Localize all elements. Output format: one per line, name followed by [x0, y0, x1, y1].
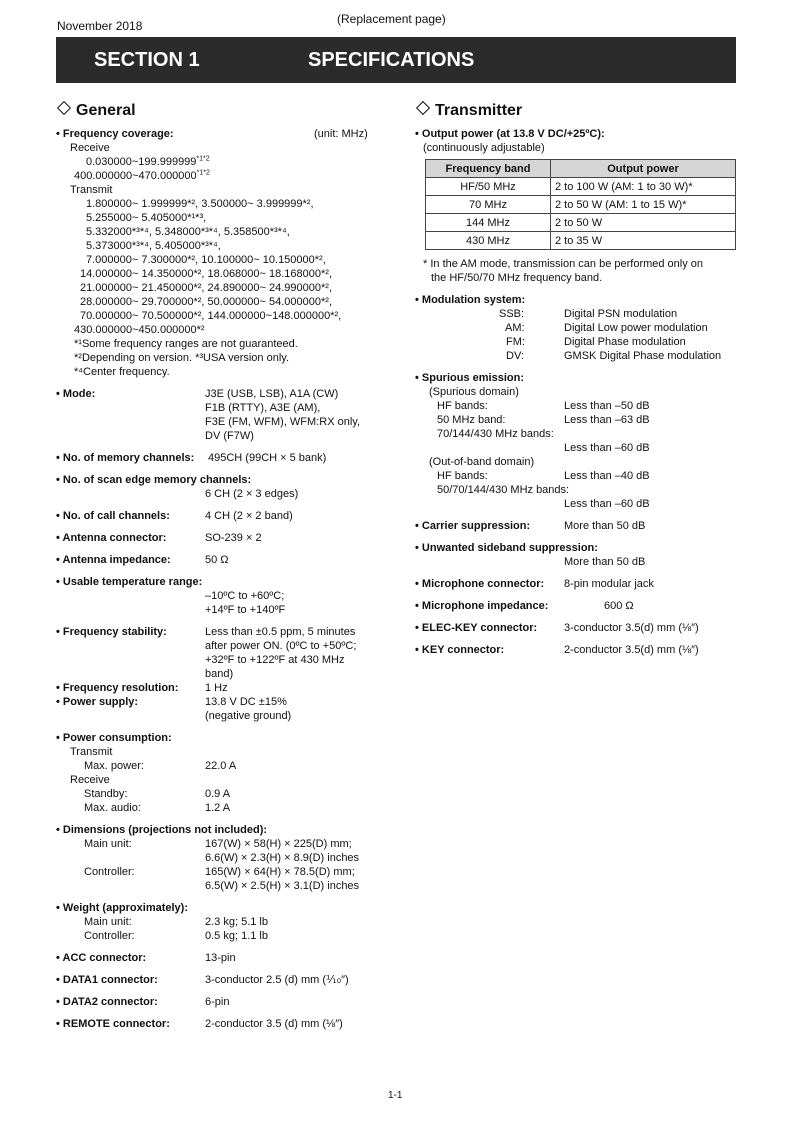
spec-value: Less than –40 dB: [564, 470, 650, 482]
spec-label: • Frequency resolution:: [56, 682, 179, 694]
spec-label: • Antenna connector:: [56, 532, 167, 544]
diamond-icon: [57, 101, 71, 115]
rx-range: $400.000000\sim 470.000000^{*1*2}$: [74, 169, 210, 182]
spec-value: Less than –60 dB: [564, 498, 650, 510]
tx-range: 28.000000~ 29.700000*², 50.000000~ 54.000000*²,: [80, 296, 333, 308]
spec-value: 8-pin modular jack: [564, 578, 654, 590]
spec-acc-connector: [56, 951, 386, 965]
spec-label: • DATA2 connector:: [56, 996, 158, 1008]
spec-modulation: [415, 293, 745, 363]
tx-range: 430.000000~450.000000*²: [74, 324, 205, 336]
spec-weight: [56, 901, 386, 943]
spec-memory-channels: [56, 451, 386, 465]
spec-label: • Unwanted sideband suppression:: [415, 542, 598, 554]
receive-label: Receive: [70, 774, 110, 786]
band-cell: HF/50 MHz: [426, 178, 551, 196]
spec-label: • Power supply:: [56, 696, 139, 708]
band-label: 50 MHz band:: [437, 414, 506, 426]
spec-value: Less than –60 dB: [564, 442, 650, 454]
general-column: [56, 101, 386, 1039]
spec-value: +32ºF to +122ºF at 430 MHz: [205, 654, 345, 666]
table-footnote: * In the AM mode, transmission can be performed only on: [423, 258, 704, 270]
spec-value: 13-pin: [205, 952, 236, 964]
spec-value: 6.6(W) × 2.3(H) × 8.9(D) inches: [205, 852, 360, 864]
spec-frequency-resolution: [56, 681, 386, 695]
spec-subtext: (continuously adjustable): [423, 142, 545, 154]
revision-date: November 2018: [57, 19, 143, 33]
spec-label: • Frequency coverage:: [56, 128, 174, 140]
spec-label: • No. of scan edge memory channels:: [56, 474, 252, 486]
spec-value: Digital Low power modulation: [564, 322, 708, 334]
spec-value: band): [205, 668, 234, 680]
tx-range: 70.000000~ 70.500000*², 144.000000~148.000000*²,: [80, 310, 342, 322]
section-number: SECTION 1: [94, 49, 200, 71]
table-row: [426, 196, 736, 214]
spec-value: –10ºC to +60ºC;: [205, 590, 285, 602]
spec-label: • Weight (approximately):: [56, 902, 188, 914]
mode-label: SSB:: [499, 308, 525, 320]
spec-label: • KEY connector:: [415, 644, 505, 656]
unit-note: (unit: MHz): [314, 128, 368, 140]
spec-value: 6.5(W) × 2.5(H) × 3.1(D) inches: [205, 880, 360, 892]
power-cell: 2 to 50 W: [551, 214, 736, 232]
tx-range: 5.332000*³*⁴, 5.348000*³*⁴, 5.358500*³*⁴,: [86, 226, 290, 238]
band-label: 50/70/144/430 MHz bands:: [437, 484, 570, 496]
footnote: *⁴Center frequency.: [74, 366, 170, 378]
spec-spurious-emission: [415, 371, 745, 511]
max-power-label: Max. power:: [84, 760, 144, 772]
spec-value: 600 Ω: [604, 600, 634, 612]
column-header: Output power: [551, 160, 736, 178]
spec-label: • Microphone impedance:: [415, 600, 549, 612]
footnote: *¹Some frequency ranges are not guaranteed.: [74, 338, 298, 350]
tx-range: 1.800000~ 1.999999*², 3.500000~ 3.999999*²,: [86, 198, 314, 210]
spec-label: • Dimensions (projections not included):: [56, 824, 268, 836]
spec-label: • Output power (at 13.8 V DC/+25ºC):: [415, 128, 605, 140]
spec-value: 13.8 V DC ±15%: [205, 696, 287, 708]
footnote: *²Depending on version. *³USA version only.: [74, 352, 290, 364]
tx-range: 7.000000~ 7.300000*², 10.100000~ 10.150000*²,: [86, 254, 326, 266]
spec-value: GMSK Digital Phase modulation: [564, 350, 722, 362]
main-unit-label: Main unit:: [84, 916, 132, 928]
power-cell: 2 to 50 W (AM: 1 to 15 W)*: [551, 196, 736, 214]
band-cell: 144 MHz: [426, 214, 551, 232]
controller-label: Controller:: [84, 866, 135, 878]
replacement-note: (Replacement page): [337, 12, 446, 26]
spec-label: • Modulation system:: [415, 294, 526, 306]
spec-value: 2-conductor 3.5 (d) mm (⅛″): [205, 1018, 343, 1030]
table-header-row: [426, 160, 736, 178]
section-title: SPECIFICATIONS: [308, 49, 475, 71]
spec-value: Digital PSN modulation: [564, 308, 678, 320]
band-cell: 430 MHz: [426, 232, 551, 250]
band-label: HF bands:: [437, 400, 488, 412]
column-header: Frequency band: [426, 160, 551, 178]
spec-label: • No. of call channels:: [56, 510, 170, 522]
max-audio-label: Max. audio:: [84, 802, 141, 814]
domain-label: (Spurious domain): [429, 386, 519, 398]
main-unit-label: Main unit:: [84, 838, 132, 850]
tx-range: 5.255000~ 5.405000*¹*³,: [86, 212, 207, 224]
spec-value: Digital Phase modulation: [564, 336, 686, 348]
spec-value: 1.2 A: [205, 802, 231, 814]
spec-value: +14ºF to +140ºF: [205, 604, 286, 616]
spec-label: • Usable temperature range:: [56, 576, 203, 588]
spec-value: 6-pin: [205, 996, 230, 1008]
transmit-label: Transmit: [70, 746, 113, 758]
spec-scan-edge: [56, 473, 386, 501]
spec-power-supply: [56, 695, 386, 723]
transmit-label: Transmit: [70, 184, 113, 196]
page-number: 1-1: [388, 1090, 403, 1101]
spec-value: 6 CH (2 × 3 edges): [205, 488, 299, 500]
spec-mic-impedance: [415, 599, 745, 613]
spec-value: Less than ±0.5 ppm, 5 minutes: [205, 626, 356, 638]
transmitter-heading: Transmitter: [415, 101, 745, 121]
mode-label: AM:: [505, 322, 525, 334]
table-row: [426, 214, 736, 232]
tx-range: 14.000000~ 14.350000*², 18.068000~ 18.168000*²,: [80, 268, 333, 280]
spec-label: • Spurious emission:: [415, 372, 524, 384]
general-heading: General: [56, 101, 386, 121]
spec-value: Less than –63 dB: [564, 414, 650, 426]
tx-range: 5.373000*³*⁴, 5.405000*³*⁴,: [86, 240, 221, 252]
table-row: [426, 178, 736, 196]
spec-elec-key-connector: [415, 621, 745, 635]
spec-label: • ACC connector:: [56, 952, 147, 964]
spec-value: J3E (USB, LSB), A1A (CW): [205, 388, 339, 400]
spec-value: 3-conductor 2.5 (d) mm (⅒″): [205, 974, 349, 986]
spec-value: DV (F7W): [205, 430, 254, 442]
spec-value: 2-conductor 3.5(d) mm (⅛″): [564, 644, 699, 656]
spec-value: 2.3 kg; 5.1 lb: [205, 916, 268, 928]
domain-label: (Out-of-band domain): [429, 456, 535, 468]
power-cell: 2 to 100 W (AM: 1 to 30 W)*: [551, 178, 736, 196]
tx-range: 21.000000~ 21.450000*², 24.890000~ 24.990000*²,: [80, 282, 333, 294]
spec-label: • Frequency stability:: [56, 626, 167, 638]
spec-value: 4 CH (2 × 2 band): [205, 510, 293, 522]
spec-sideband-suppression: [415, 541, 745, 569]
spec-label: • No. of memory channels:: [56, 452, 195, 464]
spec-value: after power ON. (0ºC to +50ºC;: [205, 640, 357, 652]
power-cell: 2 to 35 W: [551, 232, 736, 250]
spec-label: • Carrier suppression:: [415, 520, 531, 532]
spec-key-connector: [415, 643, 745, 657]
spec-temperature: [56, 575, 386, 617]
output-power-table: [425, 159, 736, 250]
spec-mic-connector: [415, 577, 745, 591]
spec-value: More than 50 dB: [564, 520, 646, 532]
spec-value: F3E (FM, WFM), WFM:RX only,: [205, 416, 361, 428]
spec-call-channels: [56, 509, 386, 523]
spec-remote-connector: [56, 1017, 386, 1031]
spec-mode: [56, 387, 386, 443]
spec-label: • Mode:: [56, 388, 96, 400]
controller-label: Controller:: [84, 930, 135, 942]
spec-value: 167(W) × 58(H) × 225(D) mm;: [205, 838, 352, 850]
spec-power-consumption: [56, 731, 386, 815]
spec-data1-connector: [56, 973, 386, 987]
spec-data2-connector: [56, 995, 386, 1009]
spec-value: (negative ground): [205, 710, 292, 722]
spec-label: • Antenna impedance:: [56, 554, 171, 566]
mode-label: FM:: [506, 336, 525, 348]
spec-label: • REMOTE connector:: [56, 1018, 170, 1030]
spec-output-power: [415, 127, 745, 285]
spec-frequency-coverage: [56, 127, 386, 379]
diamond-icon: [416, 101, 430, 115]
spec-label: • ELEC-KEY connector:: [415, 622, 538, 634]
spec-value: Less than –50 dB: [564, 400, 650, 412]
spec-carrier-suppression: [415, 519, 745, 533]
spec-antenna-connector: [56, 531, 386, 545]
spec-label: • Microphone connector:: [415, 578, 545, 590]
spec-frequency-stability: [56, 625, 386, 681]
spec-value: 50 Ω: [205, 554, 229, 566]
spec-value: 3-conductor 3.5(d) mm (⅛″): [564, 622, 699, 634]
standby-label: Standby:: [84, 788, 128, 800]
section-banner: [56, 37, 736, 83]
spec-value: 165(W) × 64(H) × 78.5(D) mm;: [205, 866, 355, 878]
spec-dimensions: [56, 823, 386, 893]
spec-antenna-impedance: [56, 553, 386, 567]
spec-value: SO-239 × 2: [205, 532, 262, 544]
spec-value: 0.5 kg; 1.1 lb: [205, 930, 268, 942]
spec-value: 0.9 A: [205, 788, 231, 800]
spec-value: F1B (RTTY), A3E (AM),: [205, 402, 321, 414]
spec-value: 22.0 A: [205, 760, 237, 772]
spec-label: • DATA1 connector:: [56, 974, 158, 986]
spec-value: More than 50 dB: [564, 556, 646, 568]
band-label: HF bands:: [437, 470, 488, 482]
spec-value: 1 Hz: [205, 682, 228, 694]
transmitter-column: [415, 101, 745, 665]
receive-label: Receive: [70, 142, 110, 154]
spec-value: 495CH (99CH × 5 bank): [208, 452, 327, 464]
table-row: [426, 232, 736, 250]
rx-range: $0.030000\sim 199.999999^{*1*2}$: [86, 155, 210, 168]
band-cell: 70 MHz: [426, 196, 551, 214]
spec-label: • Power consumption:: [56, 732, 172, 744]
mode-label: DV:: [506, 350, 524, 362]
table-footnote: the HF/50/70 MHz frequency band.: [431, 272, 603, 284]
band-label: 70/144/430 MHz bands:: [437, 428, 554, 440]
